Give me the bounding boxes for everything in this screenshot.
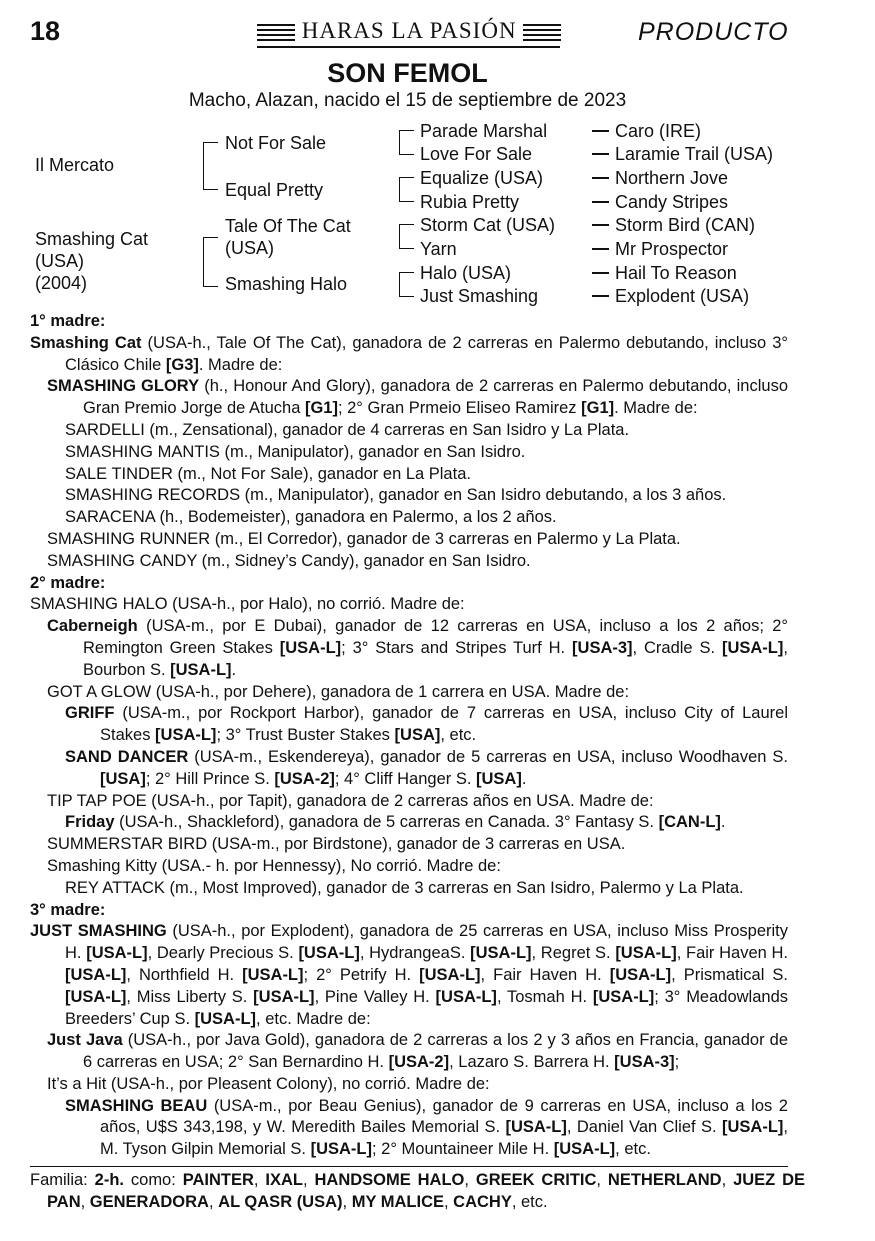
family-horse: MY MALICE	[351, 1193, 444, 1211]
dash	[592, 153, 609, 155]
gen4-item: Storm Bird (CAN)	[615, 215, 756, 235]
dam-year: (2004)	[35, 273, 88, 293]
entry-smashing-kitty: Smashing Kitty (USA.- h. por Hennessy), No corrió. Madre de:	[47, 856, 501, 875]
bracket	[399, 224, 414, 249]
gen3-item: Love For Sale	[420, 144, 533, 164]
sire-dam: Equal Pretty	[225, 180, 324, 200]
entry-tip-tap-poe: TIP TAP POE (USA-h., por Tapit), ganadora de 2 carreras años en USA. Madre de:	[47, 791, 654, 810]
dam-origin: (USA)	[35, 251, 84, 271]
brand-underline	[257, 46, 560, 48]
gen4-item: Caro (IRE)	[615, 121, 702, 141]
entry-caberneigh: Caberneigh (USA-m., por E Dubai), ganador de 12 carreras en USA, incluso a los 2 años; 2° Remington Green Stakes [USA-L]; 3° Stars and Stripes Turf H. [USA-3], Cradle S. [USA-L], Bourbon S. [USA-L].	[47, 617, 788, 679]
heading-second-dam: 2° madre:	[30, 573, 106, 592]
dam-sire-origin: (USA)	[225, 238, 274, 258]
entry-sale-tinder: SALE TINDER (m., Not For Sale), ganador en La Plata.	[65, 464, 471, 483]
entry-just-java: Just Java (USA-h., por Java Gold), ganadora de 2 carreras a los 2 y 3 años en Francia, ganador de 6 carreras en USA; 2° San Bernardino H. [USA-2], Lazaro S. Barrera H. [USA-3];	[47, 1031, 789, 1072]
entry-friday: Friday (USA-h., Shackleford), ganadora de 5 carreras en Canada. 3° Fantasy S. [CAN-L].	[65, 813, 726, 832]
page-number: 18	[30, 16, 61, 46]
dam: Smashing Cat	[35, 229, 149, 249]
heading-third-dam: 3° madre:	[30, 900, 106, 919]
entry-smashing-candy: SMASHING CANDY (m., Sidney’s Candy), ganador en San Isidro.	[47, 551, 531, 570]
family-divider	[30, 1166, 788, 1167]
entry-just-smashing: JUST SMASHING (USA-h., por Explodent), ganadora de 25 carreras en USA, incluso Miss Prosperity H. [USA-L], Dearly Precious S. [USA-L], HydrangeaS. [USA-L], Regret S. [USA-L], Fair Haven H. [USA-L], Northfield H. [USA-L]; 2° Petrify H. [USA-L], Fair Haven H. [USA-L], Prismatical S. [USA-L], Miss Liberty S. [USA-L], Pine Valley H. [USA-L], Tosmah H. [USA-L]; 3° Meadowlands Breeders’ Cup S. [USA-L], etc. Madre de:	[30, 922, 789, 1028]
gen4-item: Hail To Reason	[615, 263, 737, 283]
dash	[592, 201, 609, 203]
brand-logo	[257, 18, 561, 44]
family-line: Familia: 2-h. como: PAINTER, IXAL, HANDSOME HALO, GREEK CRITIC, NETHERLAND, JUEZ DE PAN, GENERADORA, AL QASR (USA), MY MALICE, CACHY, etc.	[30, 1171, 806, 1211]
entry-sand-dancer: SAND DANCER (USA-m., Eskendereya), ganador de 5 carreras en USA, incluso Woodhaven S. [USA]; 2° Hill Prince S. [USA-2]; 4° Cliff Hanger S. [USA].	[65, 747, 788, 788]
entry-griff: GRIFF (USA-m., por Rockport Harbor), ganador de 7 carreras en USA, incluso City of Laurel Stakes [USA-L]; 3° Trust Buster Stakes [USA], etc.	[65, 704, 788, 745]
gen4-item: Explodent (USA)	[615, 286, 750, 306]
entry-smashing-records: SMASHING RECORDS (m., Manipulator), ganador en San Isidro debutando, a los 3 años.	[65, 486, 727, 505]
entry-sardelli: SARDELLI (m., Zensational), ganador de 4 carreras en San Isidro y La Plata.	[65, 420, 630, 439]
dash	[592, 177, 609, 179]
logo-bars-left	[257, 21, 295, 44]
bracket	[203, 237, 218, 287]
bracket	[203, 142, 218, 190]
entry-smashing-mantis: SMASHING MANTIS (m., Manipulator), ganador en San Isidro.	[65, 442, 526, 461]
bracket	[399, 272, 414, 297]
gen3-item: Storm Cat (USA)	[420, 215, 556, 235]
sire: Il Mercato	[35, 155, 115, 175]
brand-name: HARAS LA PASIÓN	[301, 18, 517, 43]
dash	[592, 272, 609, 274]
gen3-item: Parade Marshal	[420, 121, 548, 141]
dam-sire: Tale Of The Cat	[225, 216, 351, 236]
entry-smashing-runner: SMASHING RUNNER (m., El Corredor), ganador de 3 carreras en Palermo y La Plata.	[47, 529, 681, 548]
produce-record	[30, 311, 788, 1161]
heading-first-dam: 1° madre:	[30, 312, 106, 330]
dash	[592, 130, 609, 132]
family-horse: PAINTER	[182, 1171, 254, 1189]
entry-saracena: SARACENA (h., Bodemeister), ganadora en Palermo, a los 2 años.	[65, 508, 557, 527]
family-horse: GREEK CRITIC	[475, 1171, 597, 1189]
gen4-item: Candy Stripes	[615, 192, 729, 212]
dash	[592, 248, 609, 250]
gen4-item: Northern Jove	[615, 168, 729, 188]
sire-sire: Not For Sale	[225, 133, 327, 153]
dash	[592, 224, 609, 226]
entry-smashing-halo: SMASHING HALO (USA-h., por Halo), no corrió. Madre de:	[30, 595, 465, 614]
gen3-item: Rubia Pretty	[420, 192, 520, 212]
gen4-item: Laramie Trail (USA)	[615, 144, 774, 164]
family-horse: HANDSOME HALO	[314, 1171, 465, 1189]
family-horse: IXAL	[265, 1171, 303, 1189]
bracket	[399, 130, 414, 155]
dash	[592, 295, 609, 297]
gen4-item: Mr Prospector	[615, 239, 729, 259]
gen3-item: Yarn	[420, 239, 457, 259]
entry-got-a-glow: GOT A GLOW (USA-h., por Dehere), ganadora de 1 carrera en USA. Madre de:	[47, 682, 630, 701]
entry-its-a-hit: It’s a Hit (USA-h., por Pleasent Colony), no corrió. Madre de:	[47, 1074, 490, 1093]
gen3-item: Equalize (USA)	[420, 168, 544, 188]
entry-smashing-glory: SMASHING GLORY (h., Honour And Glory), ganadora de 2 carreras en Palermo debutando, incluso Gran Premio Jorge de Atucha [G1]; 2° Gran Prmeio Eliseo Ramirez [G1]. Madre de:	[47, 377, 788, 418]
family-horse: JUEZ DE PAN	[47, 1171, 806, 1211]
bracket	[399, 177, 414, 202]
family-horse: CACHY	[453, 1193, 512, 1211]
entry-rey-attack: REY ATTACK (m., Most Improved), ganador de 3 carreras en San Isidro, Palermo y La Plata.	[65, 878, 744, 897]
family-names: PAINTER, IXAL, HANDSOME HALO, GREEK CRITIC, NETHERLAND, JUEZ DE PAN, GENERADORA, AL QASR (USA), MY MALICE, CACHY	[47, 1171, 806, 1211]
gen3-item: Just Smashing	[420, 286, 539, 306]
dam-dam: Smashing Halo	[225, 274, 348, 294]
logo-bars-right	[523, 21, 561, 44]
entry-smashing-cat: Smashing Cat (USA-h., Tale Of The Cat), ganadora de 2 carreras en Palermo debutando, incluso 3° Clásico Chile [G3]. Madre de:	[30, 333, 788, 374]
family-horse: AL QASR (USA)	[218, 1193, 343, 1211]
entry-summerstar-bird: SUMMERSTAR BIRD (USA-m., por Birdstone), ganador de 3 carreras en USA.	[47, 835, 626, 854]
family-horse: NETHERLAND	[607, 1171, 722, 1189]
section-title: PRODUCTO	[638, 18, 789, 46]
family-horse: GENERADORA	[89, 1193, 209, 1211]
horse-name: SON FEMOL	[327, 58, 488, 88]
gen3-item: Halo (USA)	[420, 263, 512, 283]
entry-smashing-beau: SMASHING BEAU (USA-m., por Beau Genius), ganador de 9 carreras en USA, incluso a los 2 años, U$S 343,198, y W. Meredith Bailes Memorial S. [USA-L], Daniel Van Clief S. [USA-L], M. Tyson Gilpin Memorial S. [USA-L]; 2° Mountaineer Mile H. [USA-L], etc.	[65, 1096, 789, 1159]
horse-description: Macho, Alazan, nacido el 15 de septiembre de 2023	[188, 90, 627, 111]
